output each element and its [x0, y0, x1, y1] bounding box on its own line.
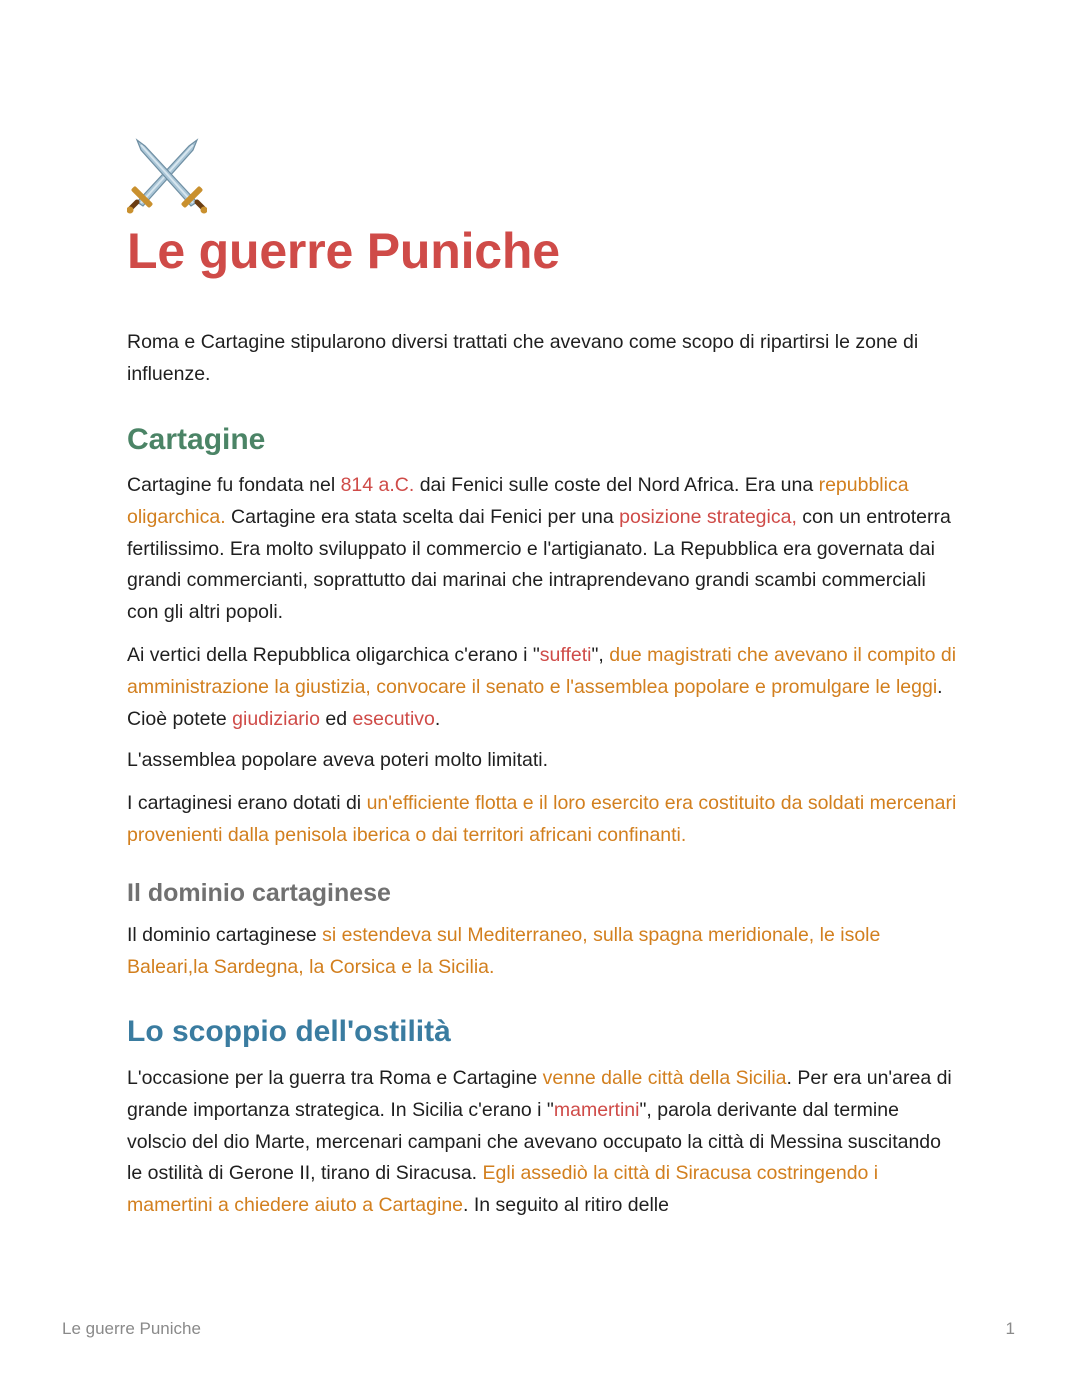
section-heading-scoppio: Lo scoppio dell'ostilità — [127, 1015, 451, 1048]
crossed-swords-icon — [127, 136, 207, 214]
intro-paragraph: Roma e Cartagine stipularono diversi trattati che avevano come scopo di ripartirsi le zone di influenze. — [127, 331, 919, 385]
cartagine-paragraph-3: L'assemblea popolare aveva poteri molto limitati. — [127, 749, 549, 771]
footer-document-title: Le guerre Puniche — [62, 1319, 201, 1338]
footer-page-number: 1 — [1005, 1319, 1015, 1338]
cartagine-paragraph-4: I cartaginesi erano dotati di un'efficiente flotta e il loro esercito era costituito da soldati mercenari provenienti dalla penisola iberica o dai territori africani confinanti. — [127, 792, 957, 846]
scoppio-paragraph-1: L'occasione per la guerra tra Roma e Cartagine venne dalle città della Sicilia. Per era un'area di grande importanza strategica. In Sicilia c'erano i "mamertini", parola derivante dal termine volscio del dio Marte, mercenari campani che avevano occupato la città di Messina suscitando le ostilità di Gerone II, tirano di Siracusa. Egli assediò la città di Siracusa costringendo i mamertini a chiedere aiuto a Cartagine. In seguito al ritiro delle — [127, 1067, 952, 1217]
subsection-heading-dominio: Il dominio cartaginese — [127, 879, 391, 907]
section-heading-cartagine: Cartagine — [127, 423, 266, 456]
cartagine-paragraph-2: Ai vertici della Repubblica oligarchica c'erano i "suffeti", due magistrati che avevano il compito di amministrazione la giustizia, convocare il senato e l'assemblea popolare e promulgare le leggi. Cioè potete giudiziario ed esecutivo. — [127, 644, 957, 730]
page-title: Le guerre Puniche — [127, 223, 560, 279]
cartagine-paragraph-1: Cartagine fu fondata nel 814 a.C. dai Fenici sulle coste del Nord Africa. Era una repubblica oligarchica. Cartagine era stata scelta dai Fenici per una posizione strategica, con un entroterra fertilissimo. Era molto sviluppato il commercio e l'artigianato. La Repubblica era governata dai grandi commercianti, soprattutto dai marinai che intraprendevano grandi scambi commerciali con gli altri popoli. — [127, 474, 951, 624]
dominio-paragraph-1: Il dominio cartaginese si estendeva sul Mediterraneo, sulla spagna meridionale, le isole Baleari,la Sardegna, la Corsica e la Sicilia. — [127, 924, 881, 978]
